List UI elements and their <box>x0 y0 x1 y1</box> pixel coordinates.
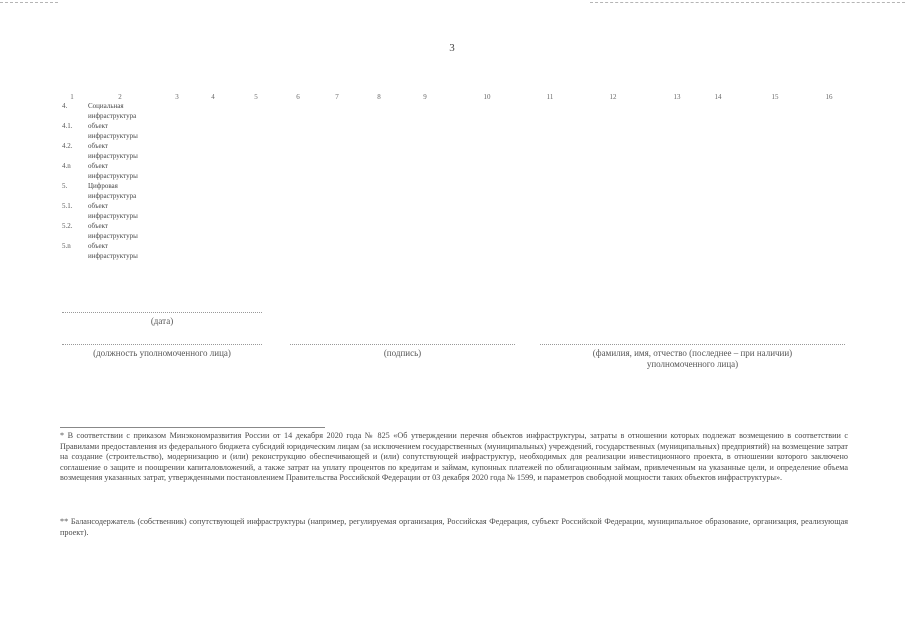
column-number: 13 <box>673 93 681 101</box>
footnote-separator <box>60 427 325 428</box>
column-number: 11 <box>546 93 554 101</box>
column-number: 10 <box>483 93 491 101</box>
table-row-label: объект инфраструктуры <box>88 142 138 160</box>
column-number: 1 <box>70 93 74 101</box>
page-edge-right <box>590 2 905 3</box>
column-number: 14 <box>714 93 722 101</box>
footnote-2: ** Балансодержатель (собственник) сопутствующей инфраструктуры (например, регулируемая организация, Российская Федерация, субъект Российской Федерации, муниципальное образование, организация, реализующая проект). <box>60 517 848 537</box>
page-edge-left <box>0 2 58 3</box>
column-number: 5 <box>254 93 258 101</box>
signature-line <box>290 344 515 345</box>
page-number: 3 <box>449 42 455 54</box>
column-number: 4 <box>211 93 215 101</box>
table-row-number: 5.n <box>62 242 71 250</box>
column-number: 2 <box>118 93 122 101</box>
table-row-label: объект инфраструктуры <box>88 122 138 140</box>
table-row-number: 5. <box>62 182 68 190</box>
column-number: 15 <box>771 93 779 101</box>
column-number: 12 <box>609 93 617 101</box>
table-row-label: объект инфраструктуры <box>88 162 138 180</box>
table-row-label: объект инфраструктуры <box>88 222 138 240</box>
column-number: 9 <box>423 93 427 101</box>
table-row-number: 4.1. <box>62 122 73 130</box>
table-row-number: 4.n <box>62 162 71 170</box>
signature-caption: (подпись) <box>383 348 422 358</box>
date-caption: (дата) <box>150 316 174 326</box>
table-row-number: 5.1. <box>62 202 73 210</box>
table-row-label: объект инфраструктуры <box>88 242 138 260</box>
fullname-caption: (фамилия, имя, отчество (последнее – при наличии) уполномоченного лица) <box>592 348 793 369</box>
table-row-number: 5.2. <box>62 222 73 230</box>
column-number: 16 <box>825 93 833 101</box>
table-row-number: 4. <box>62 102 68 110</box>
column-number: 8 <box>377 93 381 101</box>
table-row-label: объект инфраструктуры <box>88 202 138 220</box>
position-caption: (должность уполномоченного лица) <box>93 348 231 358</box>
fullname-line <box>540 344 845 345</box>
column-number: 6 <box>296 93 300 101</box>
table-row-label: Цифровая инфраструктура <box>88 182 137 200</box>
position-line <box>62 344 262 345</box>
column-number: 3 <box>175 93 179 101</box>
footnote-1: * В соответствии с приказом Минэкономразвития России от 14 декабря 2020 года № 825 «Об утверждении перечня объектов инфраструктуры, затраты в отношении которых подлежат возмещению в соответствии с Правилами предоставления из федерального бюджета субсидий юридическим лицам (за исключением государственных (муниципальных) учреждений, государственных (муниципальных) предприятий) на возмещение затрат на создание (строительство), модернизацию и (или) реконструкцию обеспечивающей и (или) сопутствующей инфраструктур, необходимых для реализации инвестиционного проекта, в отношении которого заключено соглашение о защите и поощрении капиталовложений, а также затрат на уплату процентов по кредитам и займам, купонных платежей по облигационным займам, привлеченным на указанные цели, и определение объема возмещения указанных затрат, утвержденными постановлением Правительства Российской Федерации от 03 декабря 2020 года № 1599, и параметров свободной мощности таких объектов инфраструктуры». <box>60 431 848 482</box>
date-line <box>62 312 262 313</box>
table-row-label: Социальная инфраструктура <box>88 102 137 120</box>
column-number: 7 <box>335 93 339 101</box>
table-row-number: 4.2. <box>62 142 73 150</box>
